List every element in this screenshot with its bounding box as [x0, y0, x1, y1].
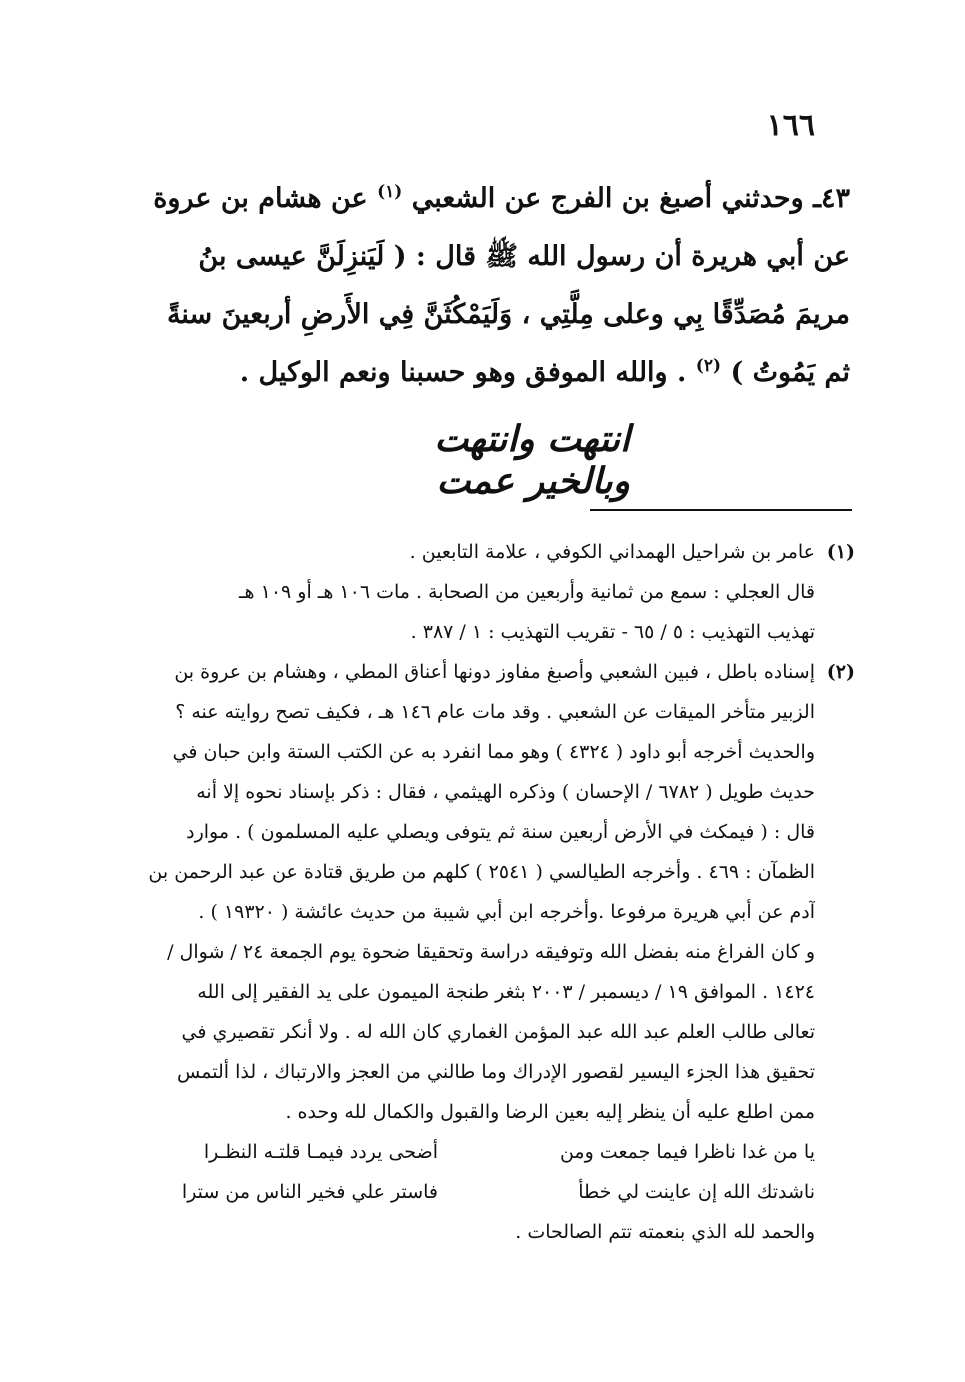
page-number: ١٦٦ [766, 108, 815, 143]
verse-hemistich-left: فاستر علي فخير الناس من سترا [181, 1181, 438, 1203]
footnote-line: عامر بن شراحيل الهمداني الكوفي ، علامة التابعين . [409, 541, 815, 563]
hadith-number: ٤٣ـ [813, 183, 850, 214]
hadith-line-1-end: عن هشام بن عروة [153, 183, 368, 214]
footnote-line: تهذيب التهذيب : ٥ / ٦٥ - تقريب التهذيب : ١ / ٣٨٧ . [410, 621, 815, 643]
footnote-number: (٢) [826, 661, 855, 683]
footnote-line: و كان الفراغ منه بفضل الله وتوفيقه دراسة وتحقيقا ضحوة يوم الجمعة ٢٤ / شوال / [167, 941, 815, 963]
footnote-number: (١) [826, 541, 855, 563]
colophon-calligraphy: انتهت وانتهت وبالخير عمت [434, 418, 630, 502]
footnote-2 [108, 652, 855, 1252]
footnote-line: آدم عن أبي هريرة مرفوعا .وأخرجه ابن أبي شيبة من حديث عائشة ( ١٩٣٢٠ ) . [198, 901, 815, 923]
verse-hemistich-left: أضحى يردد فيمـا قلتـه النظـرا [203, 1141, 438, 1163]
hadith-line-3: مريمَ مُصَدِّقًا بِي وعلى مِلَّتِي ، وَلَيَمْكُثَنَّ فِي الأَرضِ أربعينَ سنةً [166, 299, 850, 330]
footnote-line: حديث طويل ( ٦٧٨٢ / الإحسان ) وذكره الهيثمي ، فقال : ذكر بإسناد نحوه إلا أنه [196, 781, 815, 803]
footnote-line: إسناده باطل ، فبين الشعبي وأصبغ مفاوز دونها أعناق المطي ، وهشام بن عروة بن [174, 661, 815, 683]
footnote-line: تحقيق هذا الجزء اليسير لقصور الإدراك وما طالني من العجز والارتباك ، لذا ألتمس [177, 1061, 815, 1083]
hadith-text [108, 170, 850, 402]
footnotes [108, 532, 855, 1252]
footnote-ref-1: (١) [377, 182, 403, 202]
hadith-line-4 [108, 344, 850, 402]
footnote-1 [108, 532, 855, 652]
footnote-ref-2: (٢) [695, 356, 722, 376]
footnote-line: تعالى طالب العلم عبد الله عبد المؤمن الغماري كان الله له . ولا أنكر تقصيري في [181, 1021, 815, 1043]
hadith-line-1-text: وحدثني أصبغ بن الفرج عن الشعبي [411, 183, 804, 214]
footnote-line: الظمآن : ٤٦٩ . وأخرجه الطيالسي ( ٢٥٤١ ) كلهم من طريق قتادة عن عبد الرحمن بن [148, 861, 815, 883]
footnote-line: والحديث أخرجه أبو داود ( ٤٣٢٤ ) وهو مما انفرد به عن الكتب الستة وابن حبان في [172, 741, 815, 763]
footnote-line: قال : ( فيمكث في الأرض أربعين سنة ثم يتوفى ويصلي عليه المسلمون ) . موارد [186, 821, 815, 843]
verse-2 [108, 1172, 815, 1212]
footnote-separator [590, 509, 852, 511]
footnote-line: قال العجلي : سمع من ثمانية وأربعين من الصحابة . مات ١٠٦ هـ أو ١٠٩ هـ [238, 581, 815, 603]
footnote-line: الزبير متأخر الميقات عن الشعبي . وقد مات عام ١٤٦ هـ ، فكيف تصح روايته عنه ؟ [175, 701, 815, 723]
hadith-line-4-end: . والله الموفق وهو حسبنا ونعم الوكيل . [239, 357, 687, 388]
hadith-line-1 [108, 170, 850, 228]
hadith-line-2: عن أبي هريرة أن رسول الله ﷺ قال : ( لَيَنزِلَنَّ عيسى بنُ [198, 241, 850, 272]
footnote-line: ١٤٢٤ . الموافق ١٩ / ديسمبر / ٢٠٠٣ بثغر طنجة الميمون على يد الفقير إلى الله [197, 981, 815, 1003]
closing-line: والحمد لله الذي بنعمته تتم الصالحات . [515, 1221, 815, 1243]
verse-hemistich-right: يا من غدا ناظرا فيما جمعت ومن [559, 1141, 815, 1163]
verse-1 [108, 1132, 815, 1172]
verse-hemistich-right: ناشدتك الله إن عاينت لي خطأ [578, 1181, 815, 1203]
footnote-line: ممن اطلع عليه أن ينظر إليه بعين الرضا والقبول والكمال لله وحده . [285, 1101, 815, 1123]
hadith-line-4-text: ثم يَمُوتُ ) [730, 357, 850, 388]
